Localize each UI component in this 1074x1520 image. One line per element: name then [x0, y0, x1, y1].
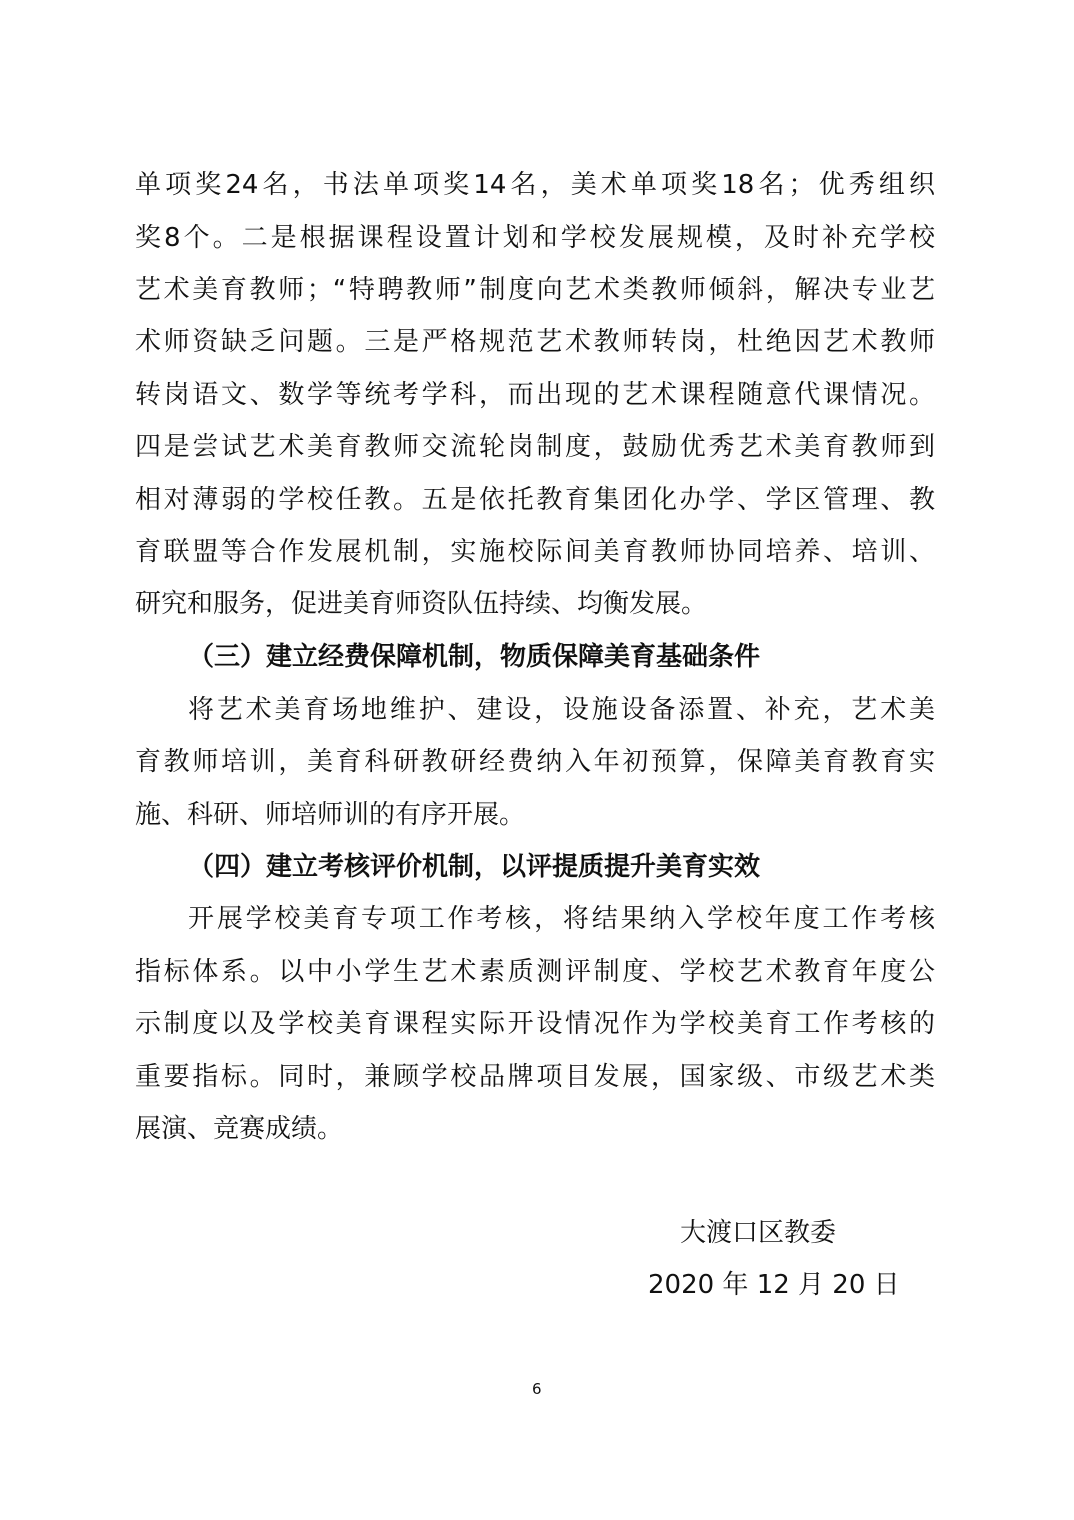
body-line: 奖8个。二是根据课程设置计划和学校发展规模，及时补充学校	[135, 223, 935, 253]
body-line: 示制度以及学校美育课程实际开设情况作为学校美育工作考核的	[135, 1009, 935, 1039]
section-heading-4: （四）建立考核评价机制，以评提质提升美育实效	[188, 852, 761, 882]
body-line: 施、科研、师培师训的有序开展。	[135, 800, 526, 830]
body-line: 开展学校美育专项工作考核，将结果纳入学校年度工作考核	[188, 904, 935, 934]
body-line: 研究和服务，促进美育师资队伍持续、均衡发展。	[135, 589, 708, 619]
body-line: 四是尝试艺术美育教师交流轮岗制度，鼓励优秀艺术美育教师到	[135, 432, 935, 462]
body-line: 将艺术美育场地维护、建设，设施设备添置、补充，艺术美	[188, 695, 935, 725]
body-line: 指标体系。以中小学生艺术素质测评制度、学校艺术教育年度公	[135, 957, 935, 987]
signature-org: 大渡口区教委	[680, 1218, 837, 1248]
body-line: 单项奖24名，书法单项奖14名，美术单项奖18名；优秀组织	[135, 170, 935, 200]
body-line: 术师资缺乏问题。三是严格规范艺术教师转岗，杜绝因艺术教师	[135, 327, 935, 357]
page-number: 6	[532, 1380, 542, 1398]
signature-date: 2020 年 12 月 20 日	[648, 1270, 900, 1300]
body-line: 展演、竞赛成绩。	[135, 1114, 344, 1144]
body-line: 育联盟等合作发展机制，实施校际间美育教师协同培养、培训、	[135, 537, 935, 567]
body-line: 相对薄弱的学校任教。五是依托教育集团化办学、学区管理、教	[135, 485, 935, 515]
body-line: 转岗语文、数学等统考学科，而出现的艺术课程随意代课情况。	[135, 380, 935, 410]
section-heading-3: （三）建立经费保障机制，物质保障美育基础条件	[188, 642, 761, 672]
body-line: 育教师培训，美育科研教研经费纳入年初预算，保障美育教育实	[135, 747, 935, 777]
body-line: 艺术美育教师；“特聘教师”制度向艺术类教师倾斜，解决专业艺	[135, 275, 935, 305]
body-line: 重要指标。同时，兼顾学校品牌项目发展，国家级、市级艺术类	[135, 1062, 935, 1092]
